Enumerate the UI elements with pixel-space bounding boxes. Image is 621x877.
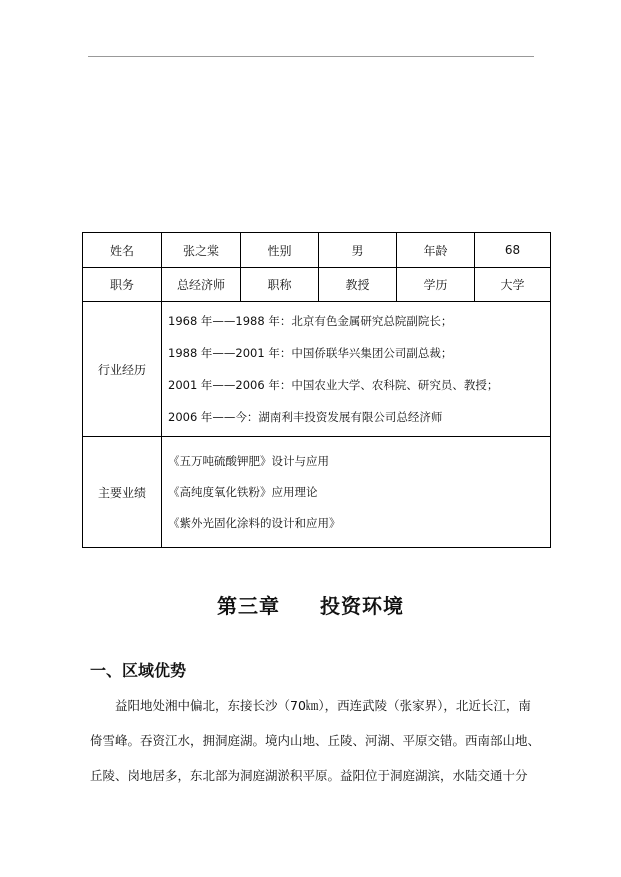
body-paragraph — [90, 688, 540, 793]
age-value: 68 — [475, 233, 551, 268]
post-label: 职务 — [83, 268, 162, 302]
paragraph-line: 倚雪峰。吞资江水，拥洞庭湖。境内山地、丘陵、河湖、平原交错。西南部山地、 — [90, 733, 541, 748]
gender-label: 性别 — [241, 233, 319, 268]
header-rule — [88, 56, 534, 57]
achievement-line: 《高纯度氧化铁粉》应用理论 — [168, 484, 318, 499]
section-heading: 一、区域优势 — [90, 661, 187, 680]
chapter-heading — [0, 590, 621, 619]
paragraph-line: 丘陵、岗地居多，东北部为洞庭湖淤积平原。益阳位于洞庭湖滨，水陆交通十分 — [90, 768, 528, 783]
table-row — [83, 268, 551, 302]
title-label: 职称 — [241, 268, 319, 302]
table-row — [83, 437, 551, 548]
name-label: 姓名 — [83, 233, 162, 268]
experience-line: 2001 年——2006 年：中国农业大学、农科院、研究员、教授； — [168, 378, 499, 392]
achievement-line: 《紫外光固化涂料的设计和应用》 — [168, 515, 341, 530]
table-row — [83, 233, 551, 268]
experience-line: 1988 年——2001 年：中国侨联华兴集团公司副总裁； — [168, 346, 453, 360]
name-value: 张之棠 — [162, 233, 241, 268]
paragraph-line: 益阳地处湘中偏北，东接长沙（70㎞），西连武陵（张家界），北近长江，南 — [115, 698, 531, 713]
achievements-cell — [162, 437, 551, 548]
gender-value: 男 — [319, 233, 397, 268]
experience-line: 2006 年——今：湖南利丰投资发展有限公司总经济师 — [168, 410, 443, 424]
profile-table — [82, 232, 551, 548]
chapter-title: 投资环境 — [320, 594, 404, 618]
achievement-line: 《五万吨硫酸钾肥》设计与应用 — [168, 453, 329, 468]
education-label: 学历 — [397, 268, 475, 302]
education-value: 大学 — [475, 268, 551, 302]
achievements-label: 主要业绩 — [83, 437, 162, 548]
experience-label: 行业经历 — [83, 302, 162, 437]
post-value: 总经济师 — [162, 268, 241, 302]
experience-cell — [162, 302, 551, 437]
title-value: 教授 — [319, 268, 397, 302]
table-row — [83, 302, 551, 437]
experience-line: 1968 年——1988 年：北京有色金属研究总院副院长； — [168, 314, 453, 328]
age-label: 年龄 — [397, 233, 475, 268]
chapter-number: 第三章 — [217, 594, 280, 618]
